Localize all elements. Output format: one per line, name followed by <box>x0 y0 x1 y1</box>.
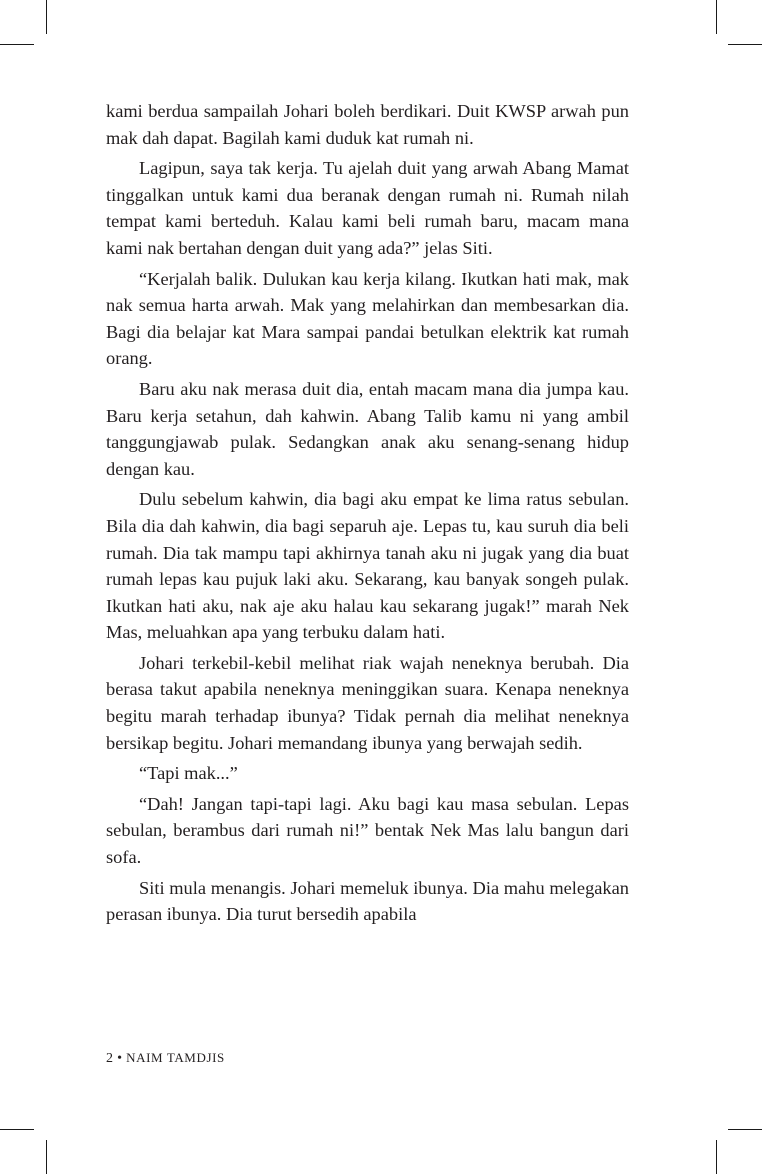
footer-separator: • <box>117 1051 123 1066</box>
paragraph: Dulu sebelum kahwin, dia bagi aku empat ke lima ratus sebulan. Bila dia dah kahwin, dia bagi separuh aje. Lepas tu, kau suruh dia beli rumah. Dia tak mampu tapi akhirnya tanah aku ni jugak yang dia buat rumah lepas kau pujuk laki aku. Sekarang, kau banyak songeh pulak. Ikutkan hati aku, nak aje aku halau kau sekarang jugak!” marah Nek Mas, meluahkan apa yang terbuku dalam hati. <box>106 489 629 643</box>
paragraph: Baru aku nak merasa duit dia, entah macam mana dia jumpa kau. Baru kerja setahun, dah kahwin. Abang Talib kamu ni yang ambil tanggungjawab pulak. Sedangkan anak aku senang-senang hidup dengan kau. <box>106 378 629 479</box>
page-number: 2 <box>106 1051 114 1066</box>
paragraph: Johari terkebil-kebil melihat riak wajah neneknya berubah. Dia berasa takut apabila neneknya meninggikan suara. Kenapa neneknya begitu marah terhadap ibunya? Tidak pernah dia melihat neneknya bersikap begitu. Johari memandang ibunya yang berwajah sedih. <box>106 652 629 753</box>
paragraph: Siti mula menangis. Johari memeluk ibunya. Dia mahu melegakan perasan ibunya. Dia turut bersedih apabila <box>106 877 629 925</box>
paragraph: kami berdua sampailah Johari boleh berdikari. Duit KWSP arwah pun mak dah dapat. Bagilah kami duduk kat rumah ni. <box>106 101 629 148</box>
crop-mark-top-left-vertical <box>46 0 47 34</box>
crop-mark-bottom-right-vertical <box>716 1140 717 1174</box>
crop-mark-bottom-left-vertical <box>46 1140 47 1174</box>
paragraph: Lagipun, saya tak kerja. Tu ajelah duit yang arwah Abang Mamat tinggalkan untuk kami dua beranak dengan rumah ni. Rumah nilah tempat kami berteduh. Kalau kami beli rumah baru, macam mana kami nak bertahan dengan duit yang ada?” jelas Siti. <box>106 158 629 258</box>
body-text <box>106 98 629 932</box>
crop-mark-top-right-vertical <box>716 0 717 34</box>
crop-mark-top-right-horizontal <box>728 44 762 45</box>
crop-mark-top-left-horizontal <box>0 44 34 45</box>
paragraph: “Dah! Jangan tapi-tapi lagi. Aku bagi kau masa sebulan. Lepas sebulan, berambus dari rumah ni!” bentak Nek Mas lalu bangun dari sofa. <box>106 793 629 868</box>
page-footer <box>106 1050 225 1067</box>
author-name: NAIM TAMDJIS <box>126 1050 225 1065</box>
crop-mark-bottom-right-horizontal <box>728 1129 762 1130</box>
paragraph: “Tapi mak...” <box>139 763 238 784</box>
crop-mark-bottom-left-horizontal <box>0 1129 34 1130</box>
paragraph: “Kerjalah balik. Dulukan kau kerja kilang. Ikutkan hati mak, mak nak semua harta arwah. Mak yang melahirkan dan membesarkan dia. Bagi dia belajar kat Mara sampai pandai betulkan elektrik kat rumah orang. <box>106 268 629 369</box>
